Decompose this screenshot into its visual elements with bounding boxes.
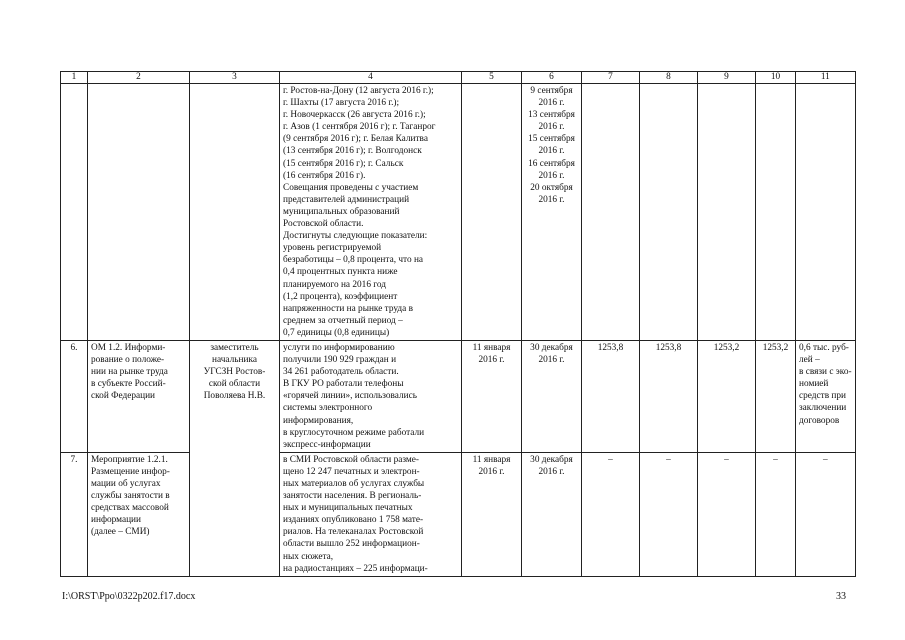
text-line: лей – (799, 355, 820, 366)
result-cell (280, 452, 462, 576)
column-number: 11 (796, 72, 856, 84)
column-number: 2 (88, 72, 190, 84)
text-line: информирования, (283, 415, 354, 426)
text-line: представителей администраций (283, 194, 410, 205)
text-line: области вышло 252 информацион- (283, 539, 420, 550)
multiline (91, 454, 186, 539)
column-number: 5 (462, 72, 522, 84)
end-date-cell (522, 340, 582, 452)
column-number: 10 (756, 72, 796, 84)
text-line: номией (799, 379, 829, 390)
page-number: 33 (836, 591, 846, 602)
value-cell: 1253,2 (756, 340, 796, 452)
text-line: 2016 г. (538, 98, 565, 109)
text-line: информации (91, 515, 142, 526)
multiline (283, 85, 458, 339)
text-line: муниципальных образований (283, 206, 400, 217)
text-line: ных и муниципальных печатных (283, 503, 413, 514)
multiline (193, 342, 276, 402)
text-line: ОМ 1.2. Информи- (91, 342, 166, 353)
text-line: службы занятости в (91, 491, 170, 502)
value-cell: 1253,2 (698, 340, 756, 452)
start-date-cell (462, 340, 522, 452)
text-line: щено 12 247 печатных и электрон- (283, 466, 420, 477)
table-row (61, 452, 856, 576)
text-line: Поволяева Н.В. (203, 391, 266, 402)
text-line: ской области (208, 379, 261, 390)
text-line: (16 сентября 2016 г). (283, 170, 366, 181)
text-line: 2016 г. (538, 194, 565, 205)
value-cell: 1253,8 (640, 340, 698, 452)
value-cell: – (640, 452, 698, 576)
text-line: 0,7 единицы (0,8 единицы) (283, 327, 390, 338)
text-line: заключении (799, 403, 847, 414)
start-date-cell (462, 452, 522, 576)
column-number: 1 (61, 72, 88, 84)
event-name-cell (88, 452, 190, 576)
table-row (61, 340, 856, 452)
text-line: 2016 г. (538, 355, 565, 366)
text-line: ской Федерации (91, 391, 156, 402)
text-line: в круглосуточном режиме работали (283, 427, 425, 438)
text-line: системы электронного (283, 403, 373, 414)
text-line: 0,6 тыс. руб- (799, 342, 849, 353)
text-line: В ГКУ РО работали телефоны (283, 379, 404, 390)
text-line: ных сюжета, (283, 551, 334, 562)
multiline (525, 454, 578, 478)
value-cell: – (582, 452, 640, 576)
text-line: 2016 г. (538, 122, 565, 133)
event-name-cell (88, 340, 190, 452)
text-line: 30 декабря (530, 454, 573, 465)
text-line: в связи с эко- (799, 367, 852, 378)
text-line: 2016 г. (478, 466, 505, 477)
multiline (465, 454, 518, 478)
multiline (465, 342, 518, 366)
text-line: Размещение инфор- (91, 466, 170, 477)
main-table (60, 71, 856, 577)
text-line: (9 сентября 2016 г); г. Белая Калитва (283, 134, 428, 145)
text-line: (15 сентября 2016 г); г. Сальск (283, 158, 404, 169)
text-line: 11 января (472, 454, 511, 465)
text-line: Ростовской области. (283, 219, 364, 230)
multiline (283, 454, 458, 575)
column-number: 6 (522, 72, 582, 84)
text-line: напряженности на рынке труда в (283, 303, 413, 314)
text-line: в СМИ Ростовской области разме- (283, 454, 420, 465)
text-line: Мероприятие 1.2.1. (91, 454, 168, 465)
text-line: заместитель (210, 342, 259, 353)
row-number: 7. (61, 452, 88, 576)
multiline (91, 342, 186, 402)
column-number: 3 (190, 72, 280, 84)
text-line: «горячей линии», использовались (283, 391, 417, 402)
row-number: 6. (61, 340, 88, 452)
text-line: г. Ростов-на-Дону (12 августа 2016 г.); (283, 86, 434, 96)
text-line: рование о положе- (91, 355, 165, 366)
result-cell (280, 84, 462, 341)
multiline (799, 342, 852, 427)
text-line: уровень регистрируемой (283, 243, 382, 254)
end-date-cell (522, 452, 582, 576)
text-line: 15 сентября (528, 134, 575, 145)
result-cell (280, 340, 462, 452)
text-line: средств при (799, 391, 847, 402)
text-line: 13 сентября (528, 110, 575, 121)
text-line: 16 сентября (528, 158, 575, 169)
column-number: 7 (582, 72, 640, 84)
text-line: 2016 г. (538, 466, 565, 477)
value-cell: – (698, 452, 756, 576)
end-date-cell (522, 84, 582, 341)
column-number: 9 (698, 72, 756, 84)
column-number: 4 (280, 72, 462, 84)
text-line: услуги по информированию (283, 342, 395, 353)
text-line: мации об услугах (91, 479, 161, 489)
text-line: на радиостанциях – 225 информаци- (283, 563, 428, 574)
text-line: средствах массовой (91, 503, 169, 514)
text-line: 11 января (472, 342, 511, 353)
text-line: ных материалов об услугах службы (283, 479, 425, 489)
text-line: 9 сентября (530, 86, 573, 96)
column-number: 8 (640, 72, 698, 84)
text-line: Совещания проведены с участием (283, 182, 419, 193)
value-cell: – (796, 452, 856, 576)
text-line: 0,4 процентных пункта ниже (283, 267, 398, 278)
text-line: Достигнуты следующие показатели: (283, 231, 428, 242)
table-row (61, 84, 856, 341)
value-cell: 1253,8 (582, 340, 640, 452)
text-line: 20 октября (530, 182, 573, 193)
text-line: 2016 г. (478, 355, 505, 366)
text-line: занятости населения. В региональ- (283, 491, 422, 502)
text-line: безработицы – 0,8 процента, что на (283, 255, 424, 266)
text-line: начальника (212, 355, 257, 366)
text-line: договоров (799, 415, 840, 426)
note-cell (796, 340, 856, 452)
column-number-row (61, 72, 856, 84)
responsible-cell (190, 340, 280, 576)
footer-file-path: I:\ORST\Ppo\0322p202.f17.docx (62, 591, 196, 602)
text-line: 34 261 работодатель области. (283, 367, 399, 378)
text-line: среднем за отчетный период – (283, 315, 403, 326)
text-line: 30 декабря (530, 342, 573, 353)
text-line: 2016 г. (538, 170, 565, 181)
text-line: г. Новочеркасск (26 августа 2016 г.); (283, 110, 426, 121)
text-line: г. Шахты (17 августа 2016 г.); (283, 98, 400, 109)
multiline (283, 342, 458, 451)
text-line: (1,2 процента), коэффициент (283, 291, 398, 302)
multiline (525, 85, 578, 206)
value-cell: – (756, 452, 796, 576)
text-line: экспресс-информации (283, 439, 371, 450)
text-line: нии на рынке труда (91, 367, 168, 378)
text-line: изданиях опубликовано 1 758 мате- (283, 515, 424, 526)
text-line: получили 190 929 граждан и (283, 355, 397, 366)
text-line: риалов. На телеканалах Ростовской (283, 527, 424, 538)
text-line: планируемого на 2016 год (283, 279, 386, 290)
text-line: УГСЗН Ростов- (203, 367, 266, 378)
text-line: в субъекте Россий- (91, 379, 166, 390)
text-line: г. Азов (1 сентября 2016 г); г. Таганрог (283, 122, 436, 133)
text-line: 2016 г. (538, 146, 565, 157)
multiline (525, 342, 578, 366)
text-line: (далее – СМИ) (91, 527, 150, 538)
text-line: (13 сентября 2016 г); г. Волгодонск (283, 146, 422, 157)
